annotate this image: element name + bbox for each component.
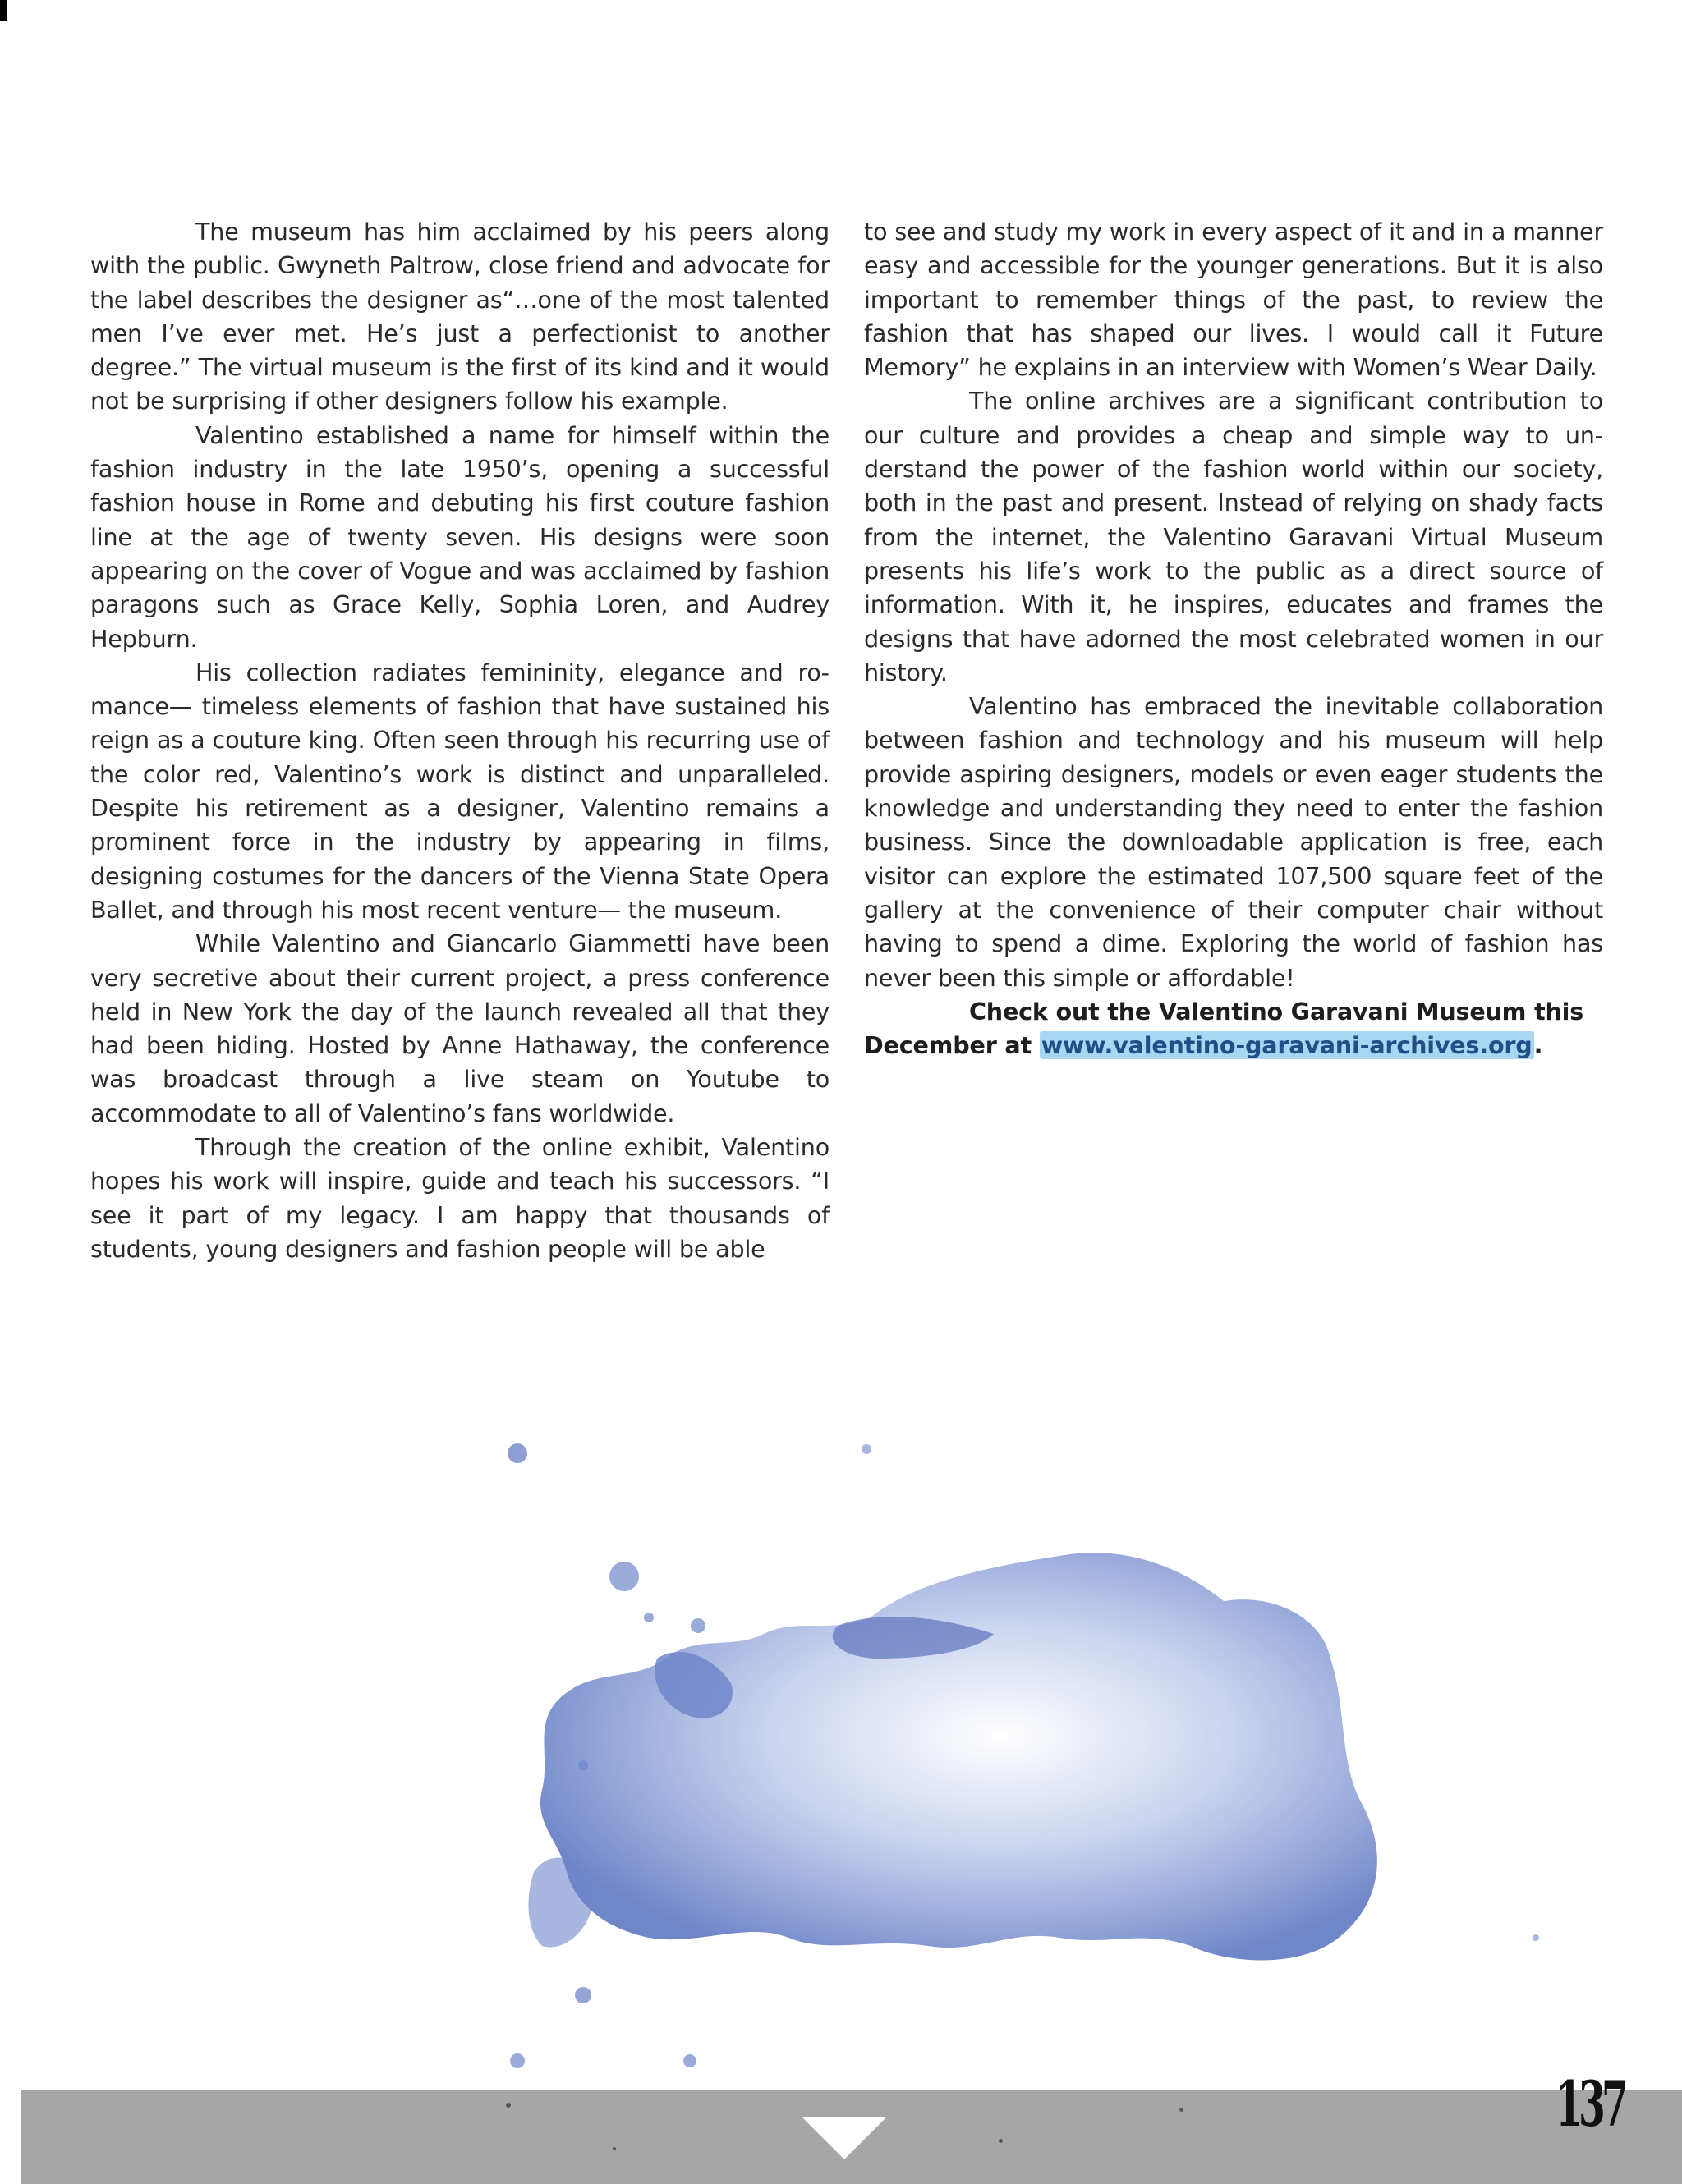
article-column-left (90, 215, 830, 1266)
museum-link[interactable]: www.valentino-garavani-archives.org (1041, 1031, 1533, 1060)
paragraph: Through the creation of the online exhibit, Valentino hopes his work will inspire, guide and teach his successors. “I see it part of my legacy. I am happy that thousands of students, young designers and fashion people will be able (90, 1133, 830, 1263)
article-column-right (864, 215, 1603, 1062)
paragraph: His collection radiates femininity, elegance and romance— timeless elements of fashion that have sustained his reign as a couture king. Often seen through his recurring use of the color red, Valentino’s work is distinct and unparalleled. Despite his retirement as a designer, Valentino remains a prominent force in the industry by appearing in films, designing costumes for the dancers of the Vienna State Opera Ballet, and through his most recent venture— the museum. (90, 658, 830, 924)
speck (613, 2147, 616, 2150)
down-triangle-icon[interactable] (802, 2117, 887, 2159)
paragraph: The online archives are a significant contribution to our culture and provides a cheap and simple way to understand the power of the fashion world within our society, both in the past and present. Instead of relying on shady facts from the internet, the Valentino Garavani Virtual Museum presents his life’s work to the public as a direct source of information. With it, he inspires, educates and frames the designs that have adorned the most celebrated women in our history. (864, 387, 1603, 686)
page-number: 137 (1556, 2067, 1625, 2140)
corner-mark (0, 0, 7, 21)
speck (506, 2103, 511, 2108)
cta-end: . (1533, 1031, 1543, 1060)
paragraph: The museum has him acclaimed by his peers along with the public. Gwyneth Paltrow, close friend and advocate for the label describes the designer as“…one of the most talented men I’ve ever met. He’s just a perfectionist to another degree.” The virtual museum is the first of its kind and it would not be surprising if other designers follow his example. (90, 218, 830, 415)
speck (999, 2139, 1003, 2143)
watercolor-splash-icon (485, 1412, 1602, 2085)
paragraph: Valentino has embraced the inevitable collaboration between fashion and technology and his museum will help provide aspiring designers, models or even eager students the knowledge and understanding they need to enter the fashion business. Since the downloadable application is free, each visitor can explore the estimated 107,500 square feet of the gallery at the convenience of their computer chair without having to spend a dime. Exploring the world of fashion has never been this simple or affordable! (864, 692, 1603, 992)
cta-text: Check out the Valentino Garavani Museum this December at (864, 997, 1584, 1060)
speck (1179, 2108, 1183, 2112)
paragraph: to see and study my work in every aspect of it and in a manner easy and accessible for the younger generations. But it is also important to remember things of the past, to review the fashion that has shaped our lives. I would call it Future Memory” he explains in an interview with Women’s Wear Daily. (864, 218, 1603, 382)
call-to-action (864, 995, 1603, 1063)
paragraph: Valentino established a name for himself within the fashion industry in the late 1950’s, opening a successful fashion house in Rome and debuting his first couture fashion line at the age of twenty seven. His designs were soon appearing on the cover of Vogue and was acclaimed by fashion paragons such as Grace Kelly, Sophia Loren, and Audrey Hepburn. (90, 420, 830, 653)
paragraph: While Valentino and Giancarlo Giammetti have been very secretive about their current project, a press conference held in New York the day of the launch revealed all that they had been hiding. Hosted by Anne Hathaway, the conference was broadcast through a live steam on Youtube to accommodate to all of Valentino’s fans worldwide. (90, 929, 830, 1127)
